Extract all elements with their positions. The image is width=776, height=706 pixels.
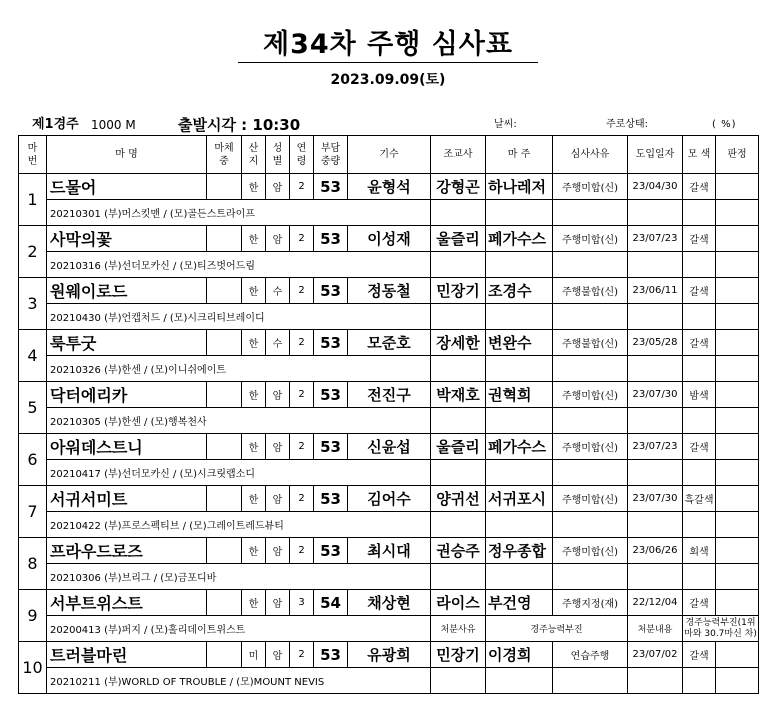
import-date: 23/07/23 bbox=[628, 434, 683, 460]
horse-age: 2 bbox=[290, 330, 314, 356]
coat-color: 회색 bbox=[683, 538, 716, 564]
import-date: 23/07/02 bbox=[628, 642, 683, 668]
horse-number: 1 bbox=[19, 174, 47, 226]
table-subrow bbox=[19, 564, 759, 590]
horse-weight bbox=[207, 538, 242, 564]
jockey-name: 신윤섭 bbox=[348, 434, 431, 460]
horse-weight bbox=[207, 590, 242, 616]
review-reason: 주행지정(재) bbox=[553, 590, 628, 616]
horse-age: 2 bbox=[290, 486, 314, 512]
horse-origin: 한 bbox=[242, 434, 266, 460]
horse-age: 2 bbox=[290, 174, 314, 200]
horse-origin: 한 bbox=[242, 590, 266, 616]
coat-color: 갈색 bbox=[683, 642, 716, 668]
pedigree: 20210430 (부)언캡처드 / (모)시크리티브레이디 bbox=[47, 304, 431, 330]
horse-number: 3 bbox=[19, 278, 47, 330]
owner-name: 하나레저 bbox=[486, 174, 553, 200]
pedigree: 20210305 (부)한센 / (모)행복천사 bbox=[47, 408, 431, 434]
trainer-name: 라이스 bbox=[431, 590, 486, 616]
burden-weight: 53 bbox=[314, 486, 348, 512]
owner-name: 변완수 bbox=[486, 330, 553, 356]
horse-age: 2 bbox=[290, 538, 314, 564]
coat-color: 갈색 bbox=[683, 226, 716, 252]
track-percent: ( %) bbox=[712, 119, 737, 130]
horse-age: 2 bbox=[290, 382, 314, 408]
horse-age: 3 bbox=[290, 590, 314, 616]
review-reason: 주행미합(신) bbox=[553, 434, 628, 460]
header-age: 연령 bbox=[290, 136, 314, 174]
trainer-name: 민장기 bbox=[431, 278, 486, 304]
pedigree: 20210417 (부)선더모카신 / (모)시크릿랩소디 bbox=[47, 460, 431, 486]
pedigree: 20210422 (부)프로스펙티브 / (모)그레이트레드뷰티 bbox=[47, 512, 431, 538]
coat-color: 갈색 bbox=[683, 174, 716, 200]
horse-name: 서부트위스트 bbox=[47, 590, 207, 616]
review-reason: 주행불합(신) bbox=[553, 330, 628, 356]
pedigree: 20210301 (부)머스킷맨 / (모)골든스트라이프 bbox=[47, 200, 431, 226]
table-row bbox=[19, 642, 759, 668]
burden-weight: 53 bbox=[314, 434, 348, 460]
horse-number: 4 bbox=[19, 330, 47, 382]
horse-name: 닥터에리카 bbox=[47, 382, 207, 408]
horse-age: 2 bbox=[290, 278, 314, 304]
jockey-name: 최시대 bbox=[348, 538, 431, 564]
horse-number: 6 bbox=[19, 434, 47, 486]
coat-color: 밤색 bbox=[683, 382, 716, 408]
horse-number: 5 bbox=[19, 382, 47, 434]
table-row bbox=[19, 226, 759, 252]
jockey-name: 채상현 bbox=[348, 590, 431, 616]
jockey-name: 유광희 bbox=[348, 642, 431, 668]
trainer-name: 민장기 bbox=[431, 642, 486, 668]
penalty-reason-label: 처분사유 bbox=[431, 616, 486, 642]
burden-weight: 53 bbox=[314, 382, 348, 408]
judgement-cell bbox=[716, 226, 759, 252]
horse-origin: 한 bbox=[242, 226, 266, 252]
jockey-name: 모준호 bbox=[348, 330, 431, 356]
trainer-name: 권승주 bbox=[431, 538, 486, 564]
trainer-name: 울즐리 bbox=[431, 226, 486, 252]
owner-name: 부건영 bbox=[486, 590, 553, 616]
judgement-cell bbox=[716, 642, 759, 668]
title-underline bbox=[238, 62, 538, 63]
horse-sex: 암 bbox=[266, 434, 290, 460]
horse-sex: 암 bbox=[266, 590, 290, 616]
jockey-name: 윤형석 bbox=[348, 174, 431, 200]
table-subrow bbox=[19, 460, 759, 486]
review-reason: 주행미합(신) bbox=[553, 382, 628, 408]
weather-label: 날씨: bbox=[494, 119, 517, 130]
page-title: 제34차 주행 심사표 bbox=[263, 29, 513, 60]
table-subrow bbox=[19, 356, 759, 382]
review-reason: 주행불합(신) bbox=[553, 278, 628, 304]
header-result: 판정 bbox=[716, 136, 759, 174]
burden-weight: 53 bbox=[314, 174, 348, 200]
table-subrow bbox=[19, 616, 759, 642]
import-date: 23/07/23 bbox=[628, 226, 683, 252]
penalty-reason: 경주능력부진 bbox=[486, 616, 628, 642]
pedigree: 20210306 (부)브리그 / (모)금포디바 bbox=[47, 564, 431, 590]
pedigree: 20210326 (부)한센 / (모)이니쉬에이트 bbox=[47, 356, 431, 382]
jockey-name: 이성재 bbox=[348, 226, 431, 252]
trainer-name: 울즐리 bbox=[431, 434, 486, 460]
owner-name: 권혁희 bbox=[486, 382, 553, 408]
horse-origin: 한 bbox=[242, 382, 266, 408]
horse-weight bbox=[207, 330, 242, 356]
jockey-name: 김어수 bbox=[348, 486, 431, 512]
horse-number: 10 bbox=[19, 642, 47, 694]
horse-origin: 한 bbox=[242, 538, 266, 564]
coat-color: 갈색 bbox=[683, 278, 716, 304]
judgement-cell bbox=[716, 382, 759, 408]
horse-name: 서귀서미트 bbox=[47, 486, 207, 512]
horse-weight bbox=[207, 174, 242, 200]
table-row bbox=[19, 278, 759, 304]
owner-name: 페가수스 bbox=[486, 434, 553, 460]
owner-name: 서귀포시 bbox=[486, 486, 553, 512]
trainer-name: 장세한 bbox=[431, 330, 486, 356]
header-reason: 심사사유 bbox=[553, 136, 628, 174]
table-subrow bbox=[19, 512, 759, 538]
horse-name: 드물어 bbox=[47, 174, 207, 200]
burden-weight: 53 bbox=[314, 278, 348, 304]
burden-weight: 53 bbox=[314, 330, 348, 356]
review-reason: 주행미합(신) bbox=[553, 538, 628, 564]
horse-weight bbox=[207, 486, 242, 512]
horse-number: 9 bbox=[19, 590, 47, 642]
horse-number: 8 bbox=[19, 538, 47, 590]
review-reason: 주행미합(신) bbox=[553, 486, 628, 512]
import-date: 23/07/30 bbox=[628, 486, 683, 512]
review-reason: 연습주행 bbox=[553, 642, 628, 668]
burden-weight: 53 bbox=[314, 226, 348, 252]
burden-weight: 54 bbox=[314, 590, 348, 616]
horse-sex: 수 bbox=[266, 278, 290, 304]
header-date: 도입일자 bbox=[628, 136, 683, 174]
race-distance: 1000 M bbox=[91, 118, 136, 132]
import-date: 23/05/28 bbox=[628, 330, 683, 356]
trainer-name: 강형곤 bbox=[431, 174, 486, 200]
import-date: 23/06/11 bbox=[628, 278, 683, 304]
judgement-cell bbox=[716, 174, 759, 200]
header-color: 모 색 bbox=[683, 136, 716, 174]
horse-sex: 수 bbox=[266, 330, 290, 356]
header-trainer: 조교사 bbox=[431, 136, 486, 174]
table-row bbox=[19, 434, 759, 460]
header-origin: 산지 bbox=[242, 136, 266, 174]
horse-origin: 미 bbox=[242, 642, 266, 668]
burden-weight: 53 bbox=[314, 538, 348, 564]
horse-age: 2 bbox=[290, 434, 314, 460]
horse-sex: 암 bbox=[266, 226, 290, 252]
horse-weight bbox=[207, 434, 242, 460]
judgement-cell bbox=[716, 330, 759, 356]
header-owner: 마 주 bbox=[486, 136, 553, 174]
trainer-name: 양귀선 bbox=[431, 486, 486, 512]
horse-name: 룩투굿 bbox=[47, 330, 207, 356]
table-subrow bbox=[19, 200, 759, 226]
trainer-name: 박재호 bbox=[431, 382, 486, 408]
pedigree: 20210211 (부)WORLD OF TROUBLE / (모)MOUNT NEVIS bbox=[47, 668, 431, 694]
header-jockey: 기수 bbox=[348, 136, 431, 174]
coat-color: 갈색 bbox=[683, 590, 716, 616]
import-date: 22/12/04 bbox=[628, 590, 683, 616]
horse-weight bbox=[207, 382, 242, 408]
track-condition-label: 주로상태: bbox=[606, 119, 649, 130]
table-subrow bbox=[19, 304, 759, 330]
horse-name: 사막의꽃 bbox=[47, 226, 207, 252]
race-label: 제1경주 bbox=[32, 117, 79, 132]
horse-sex: 암 bbox=[266, 486, 290, 512]
header-burden: 부담중량 bbox=[314, 136, 348, 174]
judgement-cell bbox=[716, 278, 759, 304]
header-name: 마 명 bbox=[47, 136, 207, 174]
table-row bbox=[19, 486, 759, 512]
penalty-content-label: 처분내용 bbox=[628, 616, 683, 642]
page-date: 2023.09.09(토) bbox=[330, 72, 446, 88]
owner-name: 정우종합 bbox=[486, 538, 553, 564]
horse-name: 프라우드로즈 bbox=[47, 538, 207, 564]
horse-sex: 암 bbox=[266, 642, 290, 668]
review-reason: 주행미합(신) bbox=[553, 226, 628, 252]
table-header-row bbox=[19, 136, 759, 174]
pedigree: 20200413 (부)퍼지 / (모)홀리데이트위스트 bbox=[47, 616, 431, 642]
header-num: 마번 bbox=[19, 136, 47, 174]
horse-name: 원웨이로드 bbox=[47, 278, 207, 304]
horse-sex: 암 bbox=[266, 382, 290, 408]
horse-sex: 암 bbox=[266, 538, 290, 564]
table-row bbox=[19, 538, 759, 564]
owner-name: 페가수스 bbox=[486, 226, 553, 252]
horse-origin: 한 bbox=[242, 174, 266, 200]
horse-sex: 암 bbox=[266, 174, 290, 200]
horse-age: 2 bbox=[290, 226, 314, 252]
judgement-cell bbox=[716, 538, 759, 564]
horse-origin: 한 bbox=[242, 486, 266, 512]
jockey-name: 정동철 bbox=[348, 278, 431, 304]
start-time: 출발시각 : 10:30 bbox=[178, 116, 301, 134]
table-subrow bbox=[19, 408, 759, 434]
horse-weight bbox=[207, 642, 242, 668]
horse-name: 트러블마린 bbox=[47, 642, 207, 668]
table-row bbox=[19, 382, 759, 408]
table-subrow bbox=[19, 668, 759, 694]
import-date: 23/04/30 bbox=[628, 174, 683, 200]
import-date: 23/06/26 bbox=[628, 538, 683, 564]
horse-origin: 한 bbox=[242, 278, 266, 304]
horse-number: 7 bbox=[19, 486, 47, 538]
penalty-content: 경주능력부진(1위마와 30.7마신 차) bbox=[683, 616, 759, 642]
horse-weight bbox=[207, 226, 242, 252]
pedigree: 20210316 (부)선더모카신 / (모)티즈벗어드림 bbox=[47, 252, 431, 278]
owner-name: 이경희 bbox=[486, 642, 553, 668]
header-weight: 마체중 bbox=[207, 136, 242, 174]
header-sex: 성별 bbox=[266, 136, 290, 174]
horse-age: 2 bbox=[290, 642, 314, 668]
review-table bbox=[18, 135, 759, 694]
table-row bbox=[19, 330, 759, 356]
horse-origin: 한 bbox=[242, 330, 266, 356]
judgement-cell bbox=[716, 434, 759, 460]
horse-number: 2 bbox=[19, 226, 47, 278]
coat-color: 갈색 bbox=[683, 434, 716, 460]
burden-weight: 53 bbox=[314, 642, 348, 668]
table-row bbox=[19, 590, 759, 616]
owner-name: 조경수 bbox=[486, 278, 553, 304]
coat-color: 갈색 bbox=[683, 330, 716, 356]
review-reason: 주행미합(신) bbox=[553, 174, 628, 200]
horse-name: 아워데스트니 bbox=[47, 434, 207, 460]
horse-weight bbox=[207, 278, 242, 304]
table-subrow bbox=[19, 252, 759, 278]
coat-color: 흑갈색 bbox=[683, 486, 716, 512]
table-row bbox=[19, 174, 759, 200]
judgement-cell bbox=[716, 486, 759, 512]
jockey-name: 전진구 bbox=[348, 382, 431, 408]
judgement-cell bbox=[716, 590, 759, 616]
import-date: 23/07/30 bbox=[628, 382, 683, 408]
